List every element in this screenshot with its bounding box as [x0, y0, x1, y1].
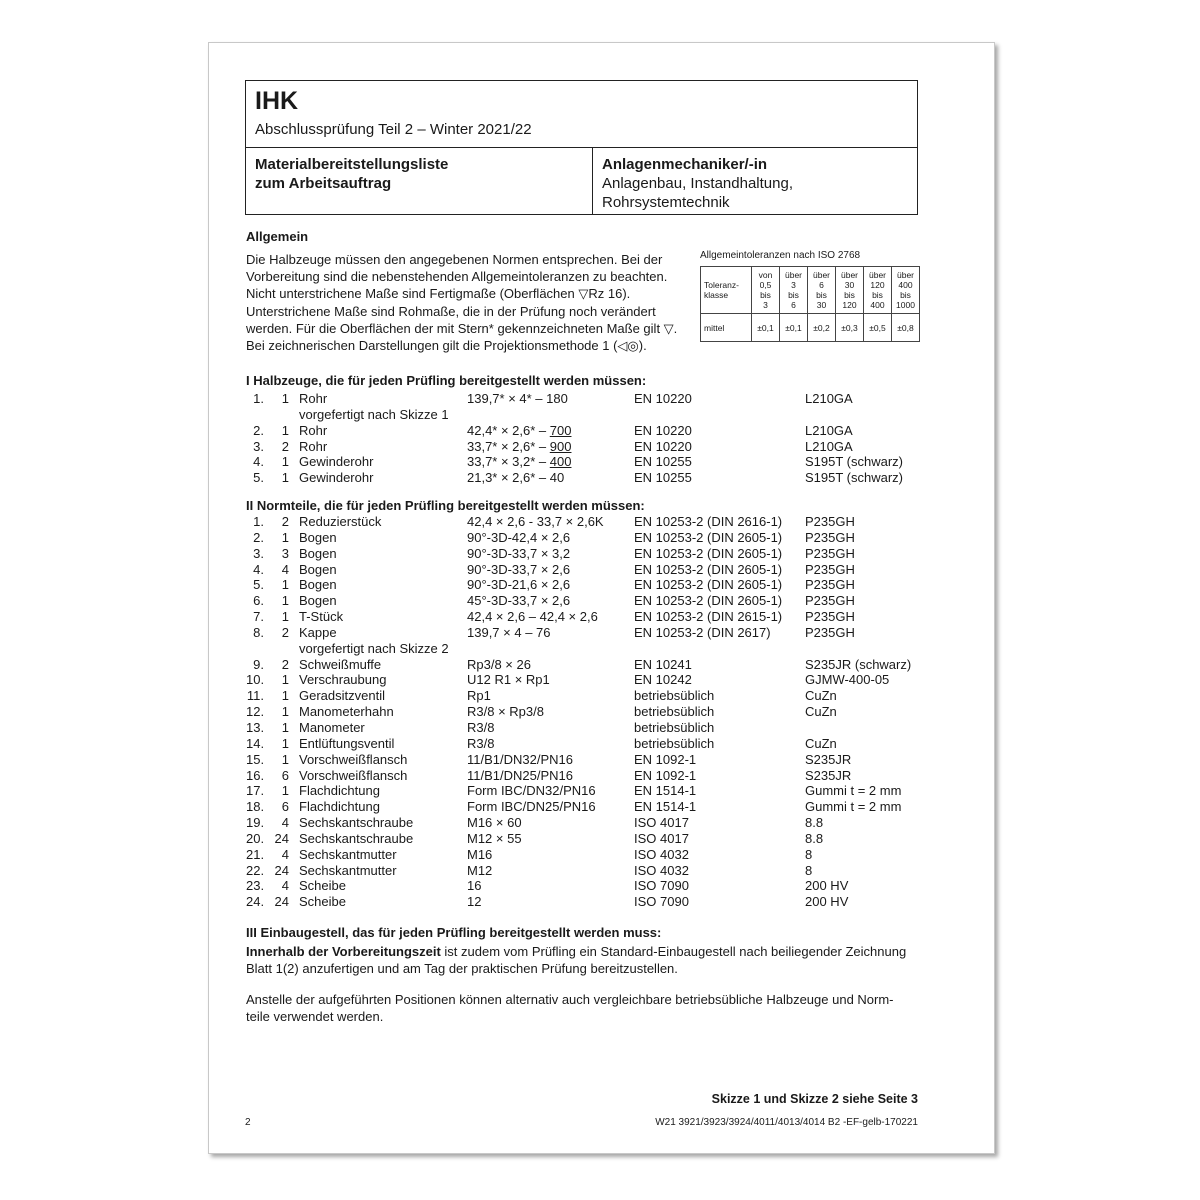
item-quantity: 1 — [281, 609, 289, 625]
item-dimension: 11/B1/DN25/PN16 — [467, 767, 573, 783]
item-norm: betriebsüblich — [634, 735, 715, 751]
list-item — [246, 704, 837, 720]
item-norm: betriebsüblich — [634, 704, 715, 720]
general-line: Die Halbzeuge müssen den angegebenen Normen entsprechen. Bei der — [246, 252, 663, 267]
item-number: 3. — [253, 545, 264, 561]
item-quantity: 2 — [281, 656, 289, 672]
item-dimension: U12 R1 × Rp1 — [467, 672, 550, 688]
list-item — [246, 577, 855, 593]
general-line: Bei zeichnerischen Darstellungen gilt die Projektionsmethode 1 (◁◎). — [246, 338, 647, 354]
section3-bold-lead: Innerhalb der Vorbereitungszeit — [246, 944, 441, 959]
item-name: Bogen — [299, 529, 337, 545]
exam-title: Abschlussprüfung Teil 2 – Winter 2021/22 — [255, 121, 532, 138]
list-item — [246, 609, 855, 625]
tolerance-range — [836, 267, 864, 314]
item-dimension: M16 — [467, 846, 493, 862]
item-name: Rohr — [299, 422, 328, 438]
list-item — [246, 529, 855, 546]
item-norm: EN 10253-2 (DIN 2617) — [634, 624, 771, 640]
header-divider — [592, 148, 593, 214]
item-norm: EN 10255 — [634, 454, 692, 470]
section2-heading: II Normteile, die für jeden Prüfling bereitgestellt werden müssen: — [246, 498, 645, 513]
item-name: Manometer — [299, 719, 365, 735]
dimension-text: 139,7* × 4* – 180 — [467, 391, 568, 406]
range-word: über — [840, 270, 858, 280]
list-item — [246, 593, 855, 609]
job-title — [602, 155, 793, 212]
item-dimension: 90°-3D-42,4 × 2,6 — [467, 529, 571, 545]
range-word: über — [896, 270, 914, 280]
section3-line2: Blatt 1(2) anzufertigen und am Tag der praktischen Prüfung bereitzustellen. — [246, 961, 678, 977]
item-material: S235JR (schwarz) — [805, 656, 912, 672]
item-dimension: Rp3/8 × 26 — [467, 656, 531, 672]
item-material: S195T (schwarz) — [805, 454, 904, 470]
item-material: CuZn — [805, 735, 837, 751]
item-dimension: M16 × 60 — [467, 815, 522, 831]
section3-heading: III Einbaugestell, das für jeden Prüfling bereitgestellt werden muss: — [246, 925, 662, 940]
dimension-text: 33,7* × 2,6* – — [467, 438, 550, 454]
list-item — [246, 514, 855, 530]
item-number: 8. — [253, 624, 264, 640]
item-norm: EN 10253-2 (DIN 2605-1) — [634, 545, 783, 561]
item-norm: EN 10253-2 (DIN 2605-1) — [634, 561, 783, 577]
range-word: bis — [872, 290, 883, 300]
item-quantity: 6 — [281, 799, 289, 815]
job-title-line2: Anlagenbau, Instandhaltung, — [602, 175, 793, 192]
tolerance-table — [700, 266, 920, 342]
item-dimension: M12 × 55 — [467, 830, 522, 846]
item-quantity: 24 — [274, 862, 289, 878]
item-dimension: 12 — [467, 894, 482, 910]
dimension-text: 21,3* × 2,6* – 40 — [467, 470, 565, 486]
item-quantity: 1 — [281, 391, 289, 406]
section1-heading: I Halbzeuge, die für jeden Prüfling bereitgestellt werden müssen: — [246, 373, 647, 388]
item-quantity: 1 — [281, 704, 289, 720]
range-word: bis — [816, 290, 827, 300]
tolerance-value: ±0,5 — [864, 314, 892, 342]
item-material: Gummi t = 2 mm — [805, 799, 902, 815]
item-norm: EN 10253-2 (DIN 2615-1) — [634, 609, 783, 625]
item-quantity: 1 — [281, 783, 289, 799]
item-material: 200 HV — [805, 894, 849, 910]
item-name: T-Stück — [299, 609, 344, 625]
doc-title-line2: zum Arbeitsauftrag — [255, 175, 392, 192]
item-material: P235GH — [805, 561, 855, 577]
range-word: von — [758, 270, 773, 280]
item-number: 19. — [246, 815, 265, 831]
item-name: Gewinderohr — [299, 470, 374, 486]
alternative-line1: Anstelle der aufgeführten Positionen können alternativ auch vergleichbare betriebsübliche Halbzeuge und Norm- — [246, 992, 894, 1007]
item-number: 1. — [253, 514, 264, 529]
item-material: Gummi t = 2 mm — [805, 783, 902, 799]
range-from: 6 — [819, 280, 824, 290]
header-top — [246, 81, 917, 148]
item-norm: EN 10253-2 (DIN 2616-1) — [634, 514, 783, 529]
dimension-text: 33,7* × 3,2* – — [467, 454, 550, 470]
org-title: IHK — [255, 87, 299, 115]
item-number: 9. — [253, 656, 264, 672]
section3-line1-rest: ist zudem vom Prüfling ein Standard-Einbaugestell nach beiliegender Zeichnung — [440, 944, 907, 959]
item-note: vorgefertigt nach Skizze 2 — [299, 640, 449, 656]
item-number: 2. — [253, 529, 264, 545]
item-norm: EN 10220 — [634, 391, 692, 406]
range-to: 400 — [870, 300, 885, 310]
range-word: über — [784, 270, 802, 280]
range-word: bis — [900, 290, 911, 300]
item-norm: EN 10220 — [634, 422, 692, 438]
item-dimension: 42,4 × 2,6 – 42,4 × 2,6 — [467, 609, 598, 625]
list-item — [246, 751, 852, 768]
item-number: 20. — [246, 830, 265, 846]
list-item — [246, 545, 855, 562]
item-dimension: R3/8 × Rp3/8 — [467, 704, 544, 720]
item-quantity: 1 — [281, 735, 289, 751]
list-item — [246, 688, 837, 704]
alternative-line2: teile verwendet werden. — [246, 1009, 384, 1025]
tolerance-value: ±0,3 — [836, 314, 864, 342]
item-quantity: 2 — [281, 514, 289, 529]
list-item — [246, 735, 837, 752]
list-item — [246, 783, 902, 799]
item-norm: ISO 4017 — [634, 815, 689, 831]
item-number: 1. — [253, 391, 264, 406]
list-item — [246, 672, 890, 688]
item-quantity: 1 — [281, 422, 289, 438]
tolerance-value: ±0,1 — [780, 314, 808, 342]
item-name: Rohr — [299, 391, 328, 406]
item-number: 10. — [246, 672, 265, 688]
item-norm: EN 1514-1 — [634, 799, 697, 815]
raw-length: 400 — [549, 454, 572, 470]
range-from: 30 — [844, 280, 855, 290]
item-quantity: 3 — [281, 545, 289, 561]
item-number: 21. — [246, 846, 265, 862]
item-name: Vorschweißflansch — [299, 751, 408, 767]
item-dimension: Form IBC/DN32/PN16 — [467, 783, 596, 799]
item-dimension — [467, 423, 571, 439]
list-item — [246, 656, 912, 673]
item-quantity: 1 — [281, 719, 289, 735]
item-quantity: 1 — [281, 454, 289, 470]
item-number: 6. — [253, 593, 264, 609]
list-item — [246, 862, 813, 879]
item-material: 8 — [805, 846, 813, 862]
item-dimension: 139,7 × 4 – 76 — [467, 624, 551, 640]
range-to: 6 — [791, 300, 796, 310]
item-number: 11. — [246, 688, 264, 704]
item-name: Flachdichtung — [299, 799, 380, 815]
item-name: Sechskantmutter — [299, 862, 397, 878]
item-material: P235GH — [805, 514, 855, 529]
general-line: Unterstrichene Maße sind Rohmaße, die in der Prüfung noch verändert — [246, 303, 656, 319]
section1-list — [246, 391, 904, 486]
item-material: L210GA — [805, 422, 853, 438]
range-word: über — [868, 270, 886, 280]
tolerance-value: ±0,8 — [892, 314, 920, 342]
list-item — [246, 624, 855, 641]
range-from: 3 — [791, 280, 796, 290]
range-from: 120 — [870, 280, 885, 290]
item-norm: EN 1092-1 — [634, 751, 697, 767]
item-dimension: 42,4 × 2,6 - 33,7 × 2,6K — [467, 514, 604, 529]
item-norm: EN 1092-1 — [634, 767, 697, 783]
list-item — [246, 391, 853, 407]
item-dimension — [467, 391, 568, 407]
item-name: Verschraubung — [299, 672, 387, 688]
item-material: P235GH — [805, 529, 855, 545]
item-material: L210GA — [805, 391, 853, 406]
item-dimension: 90°-3D-33,7 × 3,2 — [467, 545, 571, 561]
item-number: 12. — [246, 704, 265, 720]
item-number: 5. — [253, 470, 264, 486]
item-name: Bogen — [299, 577, 337, 593]
tolerance-range — [892, 267, 920, 314]
item-number: 7. — [253, 609, 264, 625]
item-norm: ISO 7090 — [634, 894, 689, 910]
item-material: 8.8 — [805, 815, 824, 831]
item-dimension: 11/B1/DN32/PN16 — [467, 751, 573, 767]
range-word: bis — [760, 290, 771, 300]
section3-line1 — [246, 943, 926, 960]
item-quantity: 1 — [281, 751, 289, 767]
item-quantity: 4 — [281, 561, 289, 577]
item-name: Schweißmuffe — [299, 656, 382, 672]
item-dimension: R3/8 — [467, 719, 495, 735]
item-dimension: Rp1 — [467, 688, 491, 704]
list-item — [246, 799, 902, 815]
list-item — [246, 470, 904, 486]
item-material: 8.8 — [805, 830, 824, 846]
item-name: Scheibe — [299, 894, 346, 910]
item-number: 24. — [246, 894, 265, 910]
item-number: 18. — [246, 799, 265, 815]
item-norm: EN 10255 — [634, 470, 692, 486]
item-quantity: 4 — [281, 815, 289, 831]
header-box — [245, 80, 918, 215]
item-name: Entlüftungsventil — [299, 735, 395, 751]
item-number: 4. — [253, 561, 264, 577]
list-item — [246, 767, 852, 784]
list-item — [246, 719, 715, 736]
item-name: Vorschweißflansch — [299, 767, 408, 783]
item-quantity: 24 — [274, 830, 289, 846]
general-heading: Allgemein — [246, 229, 309, 244]
tolerance-value: ±0,1 — [752, 314, 780, 342]
item-number: 17. — [246, 783, 265, 799]
item-name: Kappe — [299, 624, 337, 640]
doc-title-line1: Materialbereitstellungsliste — [255, 156, 449, 173]
item-norm: ISO 7090 — [634, 878, 689, 894]
item-quantity: 1 — [281, 688, 289, 704]
item-name: Bogen — [299, 593, 337, 609]
item-norm: EN 1514-1 — [634, 783, 697, 799]
item-dimension: 16 — [467, 878, 482, 894]
general-line: werden. Für die Oberflächen der mit Stern* gekennzeichneten Maße gilt ▽. — [246, 320, 678, 336]
range-from: 0,5 — [759, 280, 772, 290]
item-quantity: 1 — [281, 529, 289, 545]
item-material: P235GH — [805, 593, 855, 609]
item-name: Sechskantschraube — [299, 815, 414, 831]
item-material: P235GH — [805, 624, 855, 640]
item-material: CuZn — [805, 688, 837, 704]
item-dimension — [467, 439, 571, 455]
item-number: 22. — [246, 862, 265, 878]
list-item — [246, 422, 853, 439]
item-name: Geradsitzventil — [299, 688, 385, 704]
document-code: W21 3921/3923/3924/4011/4013/4014 B2 -EF-gelb-170221 — [655, 1117, 918, 1128]
tolerance-range — [780, 267, 808, 314]
item-number: 23. — [246, 878, 265, 894]
item-quantity: 4 — [281, 846, 289, 862]
item-name: Rohr — [299, 438, 328, 454]
item-note: vorgefertigt nach Skizze 1 — [299, 406, 449, 422]
item-quantity: 4 — [281, 878, 289, 894]
range-to: 120 — [842, 300, 857, 310]
item-norm: EN 10241 — [634, 656, 692, 672]
item-quantity: 1 — [281, 593, 289, 609]
item-material: S235JR — [805, 767, 852, 783]
item-quantity: 2 — [281, 438, 289, 454]
item-number: 14. — [246, 735, 265, 751]
range-word: über — [812, 270, 830, 280]
item-dimension: 90°-3D-33,7 × 2,6 — [467, 561, 571, 577]
item-dimension: M12 — [467, 862, 493, 878]
item-material: P235GH — [805, 545, 855, 561]
range-to: 30 — [816, 300, 827, 310]
item-norm: EN 10253-2 (DIN 2605-1) — [634, 529, 783, 545]
item-norm: EN 10253-2 (DIN 2605-1) — [634, 593, 783, 609]
sketch-note: Skizze 1 und Skizze 2 siehe Seite 3 — [711, 1092, 918, 1106]
item-norm: ISO 4032 — [634, 846, 689, 862]
item-dimension — [467, 470, 564, 486]
list-item — [246, 878, 849, 894]
list-item — [246, 561, 855, 578]
item-name: Bogen — [299, 561, 337, 577]
range-word: bis — [844, 290, 855, 300]
item-quantity: 24 — [274, 894, 289, 910]
section3-text — [246, 943, 926, 977]
item-norm: EN 10253-2 (DIN 2605-1) — [634, 577, 783, 593]
item-name: Scheibe — [299, 878, 346, 894]
range-to: 1000 — [896, 300, 915, 310]
item-material: P235GH — [805, 577, 855, 593]
item-quantity: 1 — [281, 577, 289, 593]
item-dimension: 45°-3D-33,7 × 2,6 — [467, 593, 571, 609]
tolerance-value: ±0,2 — [808, 314, 836, 342]
dimension-text: 42,4* × 2,6* – — [467, 422, 550, 438]
item-name: Reduzierstück — [299, 514, 382, 529]
list-item — [246, 438, 853, 455]
item-dimension: Form IBC/DN25/PN16 — [467, 799, 596, 815]
item-name: Bogen — [299, 545, 337, 561]
tolerance-caption: Allgemeintoleranzen nach ISO 2768 — [700, 250, 861, 261]
item-quantity: 1 — [281, 672, 289, 688]
general-line: Nicht unterstrichene Maße sind Fertigmaße (Oberflächen ▽Rz 16). — [246, 286, 631, 302]
item-quantity: 6 — [281, 767, 289, 783]
item-norm: betriebsüblich — [634, 719, 715, 735]
raw-length: 700 — [549, 422, 572, 438]
list-item — [246, 830, 824, 847]
alternative-note — [246, 991, 926, 1025]
item-norm: ISO 4017 — [634, 830, 689, 846]
doc-title — [255, 155, 448, 193]
item-name: Sechskantschraube — [299, 830, 414, 846]
general-line: Vorbereitung sind die nebenstehenden Allgemeintoleranzen zu beachten. — [246, 269, 668, 285]
page-number: 2 — [245, 1117, 251, 1128]
item-material: CuZn — [805, 704, 837, 720]
item-number: 13. — [246, 719, 265, 735]
job-title-main: Anlagenmechaniker/-in — [602, 156, 768, 173]
item-number: 16. — [246, 767, 265, 783]
list-item — [246, 454, 904, 470]
item-name: Gewinderohr — [299, 454, 374, 470]
tolerance-row-label: mittel — [701, 314, 752, 342]
list-item — [246, 815, 824, 831]
tolerance-range — [808, 267, 836, 314]
range-from: 400 — [898, 280, 913, 290]
item-quantity: 1 — [281, 470, 289, 486]
item-name: Sechskantmutter — [299, 846, 397, 862]
item-material: S235JR — [805, 751, 852, 767]
item-norm: ISO 4032 — [634, 862, 689, 878]
item-material: GJMW-400-05 — [805, 672, 890, 688]
item-number: 5. — [253, 577, 264, 593]
item-name: Flachdichtung — [299, 783, 380, 799]
job-title-line3: Rohrsystemtechnik — [602, 194, 730, 211]
item-number: 15. — [246, 751, 265, 767]
item-dimension: 90°-3D-21,6 × 2,6 — [467, 577, 571, 593]
item-norm: EN 10220 — [634, 438, 692, 454]
item-material: 200 HV — [805, 878, 849, 894]
list-item — [246, 894, 849, 910]
list-item — [246, 846, 813, 863]
raw-length: 900 — [549, 438, 572, 454]
item-quantity: 2 — [281, 624, 289, 640]
item-material: 8 — [805, 862, 813, 878]
general-text — [246, 251, 680, 354]
tolerance-class-label: Toleranz-klasse — [701, 267, 752, 314]
item-dimension — [467, 454, 571, 470]
item-material: P235GH — [805, 609, 855, 625]
item-material: L210GA — [805, 438, 853, 454]
item-norm: betriebsüblich — [634, 688, 715, 704]
item-name: Manometerhahn — [299, 704, 394, 720]
range-to: 3 — [763, 300, 768, 310]
item-number: 3. — [253, 438, 264, 454]
range-word: bis — [788, 290, 799, 300]
item-dimension: R3/8 — [467, 735, 495, 751]
item-material: S195T (schwarz) — [805, 470, 904, 486]
section2-list — [246, 514, 912, 910]
item-norm: EN 10242 — [634, 672, 692, 688]
item-number: 2. — [253, 422, 264, 438]
tolerance-range — [864, 267, 892, 314]
tolerance-range — [752, 267, 780, 314]
item-number: 4. — [253, 454, 264, 470]
